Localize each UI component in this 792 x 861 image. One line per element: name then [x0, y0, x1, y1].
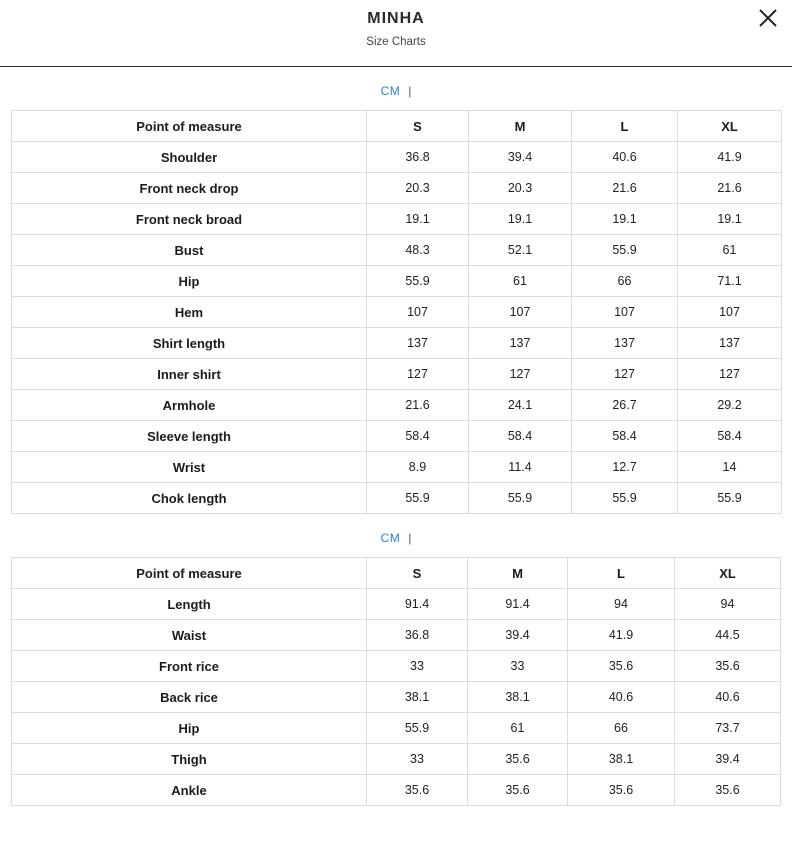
size-value: 21.6 [572, 173, 678, 204]
size-value: 107 [469, 297, 572, 328]
size-value: 20.3 [367, 173, 469, 204]
size-value: 61 [468, 713, 568, 744]
size-value: 19.1 [469, 204, 572, 235]
unit-cm-tab-bottom[interactable]: CM [380, 531, 401, 545]
size-value: 40.6 [675, 682, 781, 713]
measure-label: Ankle [12, 775, 367, 806]
table-header-row [12, 111, 782, 142]
size-value: 58.4 [367, 421, 469, 452]
size-value: 19.1 [367, 204, 469, 235]
size-value: 36.8 [367, 142, 469, 173]
measure-label: Inner shirt [12, 359, 367, 390]
size-value: 55.9 [572, 235, 678, 266]
size-value: 36.8 [367, 620, 468, 651]
size-value: 40.6 [572, 142, 678, 173]
size-value: 8.9 [367, 452, 469, 483]
table-row [12, 173, 782, 204]
size-value: 29.2 [678, 390, 782, 421]
measure-label: Back rice [12, 682, 367, 713]
size-value: 35.6 [468, 775, 568, 806]
table-row [12, 297, 782, 328]
unit-selector-top [0, 81, 792, 101]
measure-label: Shirt length [12, 328, 367, 359]
brand-title: MINHA [367, 10, 425, 27]
size-value: 44.5 [675, 620, 781, 651]
size-value: 127 [572, 359, 678, 390]
unit-selector-bottom [0, 528, 792, 548]
measure-label: Front rice [12, 651, 367, 682]
size-chart-top-table [11, 110, 782, 514]
column-header: S [367, 111, 469, 142]
size-value: 55.9 [678, 483, 782, 514]
size-value: 58.4 [469, 421, 572, 452]
size-value: 21.6 [367, 390, 469, 421]
table-row [12, 452, 782, 483]
unit-cm-tab-top[interactable]: CM [380, 84, 401, 98]
size-value: 39.4 [468, 620, 568, 651]
size-value: 71.1 [678, 266, 782, 297]
table-row [12, 483, 782, 514]
size-value: 58.4 [572, 421, 678, 452]
close-button[interactable] [756, 6, 780, 30]
size-value: 107 [572, 297, 678, 328]
column-header: XL [678, 111, 782, 142]
table-row [12, 775, 781, 806]
column-header: XL [675, 558, 781, 589]
table-row [12, 421, 782, 452]
measure-label: Thigh [12, 744, 367, 775]
table-row [12, 142, 782, 173]
table-row [12, 328, 782, 359]
size-value: 39.4 [469, 142, 572, 173]
size-value: 94 [568, 589, 675, 620]
size-value: 55.9 [367, 483, 469, 514]
size-chart-bottom-table [11, 557, 781, 806]
table-row [12, 744, 781, 775]
modal-subtitle: Size Charts [366, 36, 426, 48]
size-value: 61 [678, 235, 782, 266]
measure-label: Armhole [12, 390, 367, 421]
measure-label: Bust [12, 235, 367, 266]
size-value: 12.7 [572, 452, 678, 483]
column-header: L [568, 558, 675, 589]
size-value: 35.6 [468, 744, 568, 775]
size-value: 48.3 [367, 235, 469, 266]
modal-header [0, 0, 792, 67]
size-value: 38.1 [468, 682, 568, 713]
close-icon [756, 6, 780, 30]
size-value: 41.9 [678, 142, 782, 173]
table-row [12, 390, 782, 421]
size-value: 40.6 [568, 682, 675, 713]
size-value: 137 [367, 328, 469, 359]
measure-label: Hip [12, 713, 367, 744]
size-value: 107 [678, 297, 782, 328]
size-value: 58.4 [678, 421, 782, 452]
table-row [12, 204, 782, 235]
table-header-row [12, 558, 781, 589]
measure-label: Length [12, 589, 367, 620]
unit-separator: | [408, 531, 412, 545]
measure-label: Hem [12, 297, 367, 328]
size-value: 33 [367, 651, 468, 682]
size-value: 41.9 [568, 620, 675, 651]
size-value: 73.7 [675, 713, 781, 744]
table-row [12, 651, 781, 682]
measure-label: Wrist [12, 452, 367, 483]
size-value: 127 [469, 359, 572, 390]
size-value: 35.6 [367, 775, 468, 806]
size-value: 107 [367, 297, 469, 328]
size-value: 55.9 [367, 713, 468, 744]
size-value: 20.3 [469, 173, 572, 204]
size-value: 55.9 [572, 483, 678, 514]
size-value: 137 [572, 328, 678, 359]
size-value: 91.4 [468, 589, 568, 620]
measure-label: Chok length [12, 483, 367, 514]
column-header: M [468, 558, 568, 589]
size-value: 19.1 [572, 204, 678, 235]
size-value: 33 [367, 744, 468, 775]
table-row [12, 589, 781, 620]
size-value: 38.1 [568, 744, 675, 775]
column-header: M [469, 111, 572, 142]
size-value: 14 [678, 452, 782, 483]
table-row [12, 620, 781, 651]
size-value: 26.7 [572, 390, 678, 421]
column-header: L [572, 111, 678, 142]
size-value: 66 [568, 713, 675, 744]
size-value: 33 [468, 651, 568, 682]
size-value: 127 [678, 359, 782, 390]
column-header: Point of measure [12, 111, 367, 142]
size-value: 91.4 [367, 589, 468, 620]
table-row [12, 682, 781, 713]
unit-separator: | [408, 84, 412, 98]
size-value: 38.1 [367, 682, 468, 713]
measure-label: Shoulder [12, 142, 367, 173]
size-value: 39.4 [675, 744, 781, 775]
size-value: 35.6 [568, 775, 675, 806]
column-header: Point of measure [12, 558, 367, 589]
size-value: 35.6 [675, 775, 781, 806]
size-value: 55.9 [469, 483, 572, 514]
size-value: 35.6 [675, 651, 781, 682]
size-value: 52.1 [469, 235, 572, 266]
size-value: 19.1 [678, 204, 782, 235]
size-value: 21.6 [678, 173, 782, 204]
column-header: S [367, 558, 468, 589]
size-value: 24.1 [469, 390, 572, 421]
size-value: 66 [572, 266, 678, 297]
table-row [12, 359, 782, 390]
size-value: 137 [678, 328, 782, 359]
measure-label: Hip [12, 266, 367, 297]
table-row [12, 713, 781, 744]
measure-label: Waist [12, 620, 367, 651]
size-value: 137 [469, 328, 572, 359]
size-value: 35.6 [568, 651, 675, 682]
measure-label: Sleeve length [12, 421, 367, 452]
measure-label: Front neck broad [12, 204, 367, 235]
size-value: 94 [675, 589, 781, 620]
table-row [12, 235, 782, 266]
size-value: 61 [469, 266, 572, 297]
size-value: 55.9 [367, 266, 469, 297]
size-value: 127 [367, 359, 469, 390]
measure-label: Front neck drop [12, 173, 367, 204]
size-value: 11.4 [469, 452, 572, 483]
table-row [12, 266, 782, 297]
